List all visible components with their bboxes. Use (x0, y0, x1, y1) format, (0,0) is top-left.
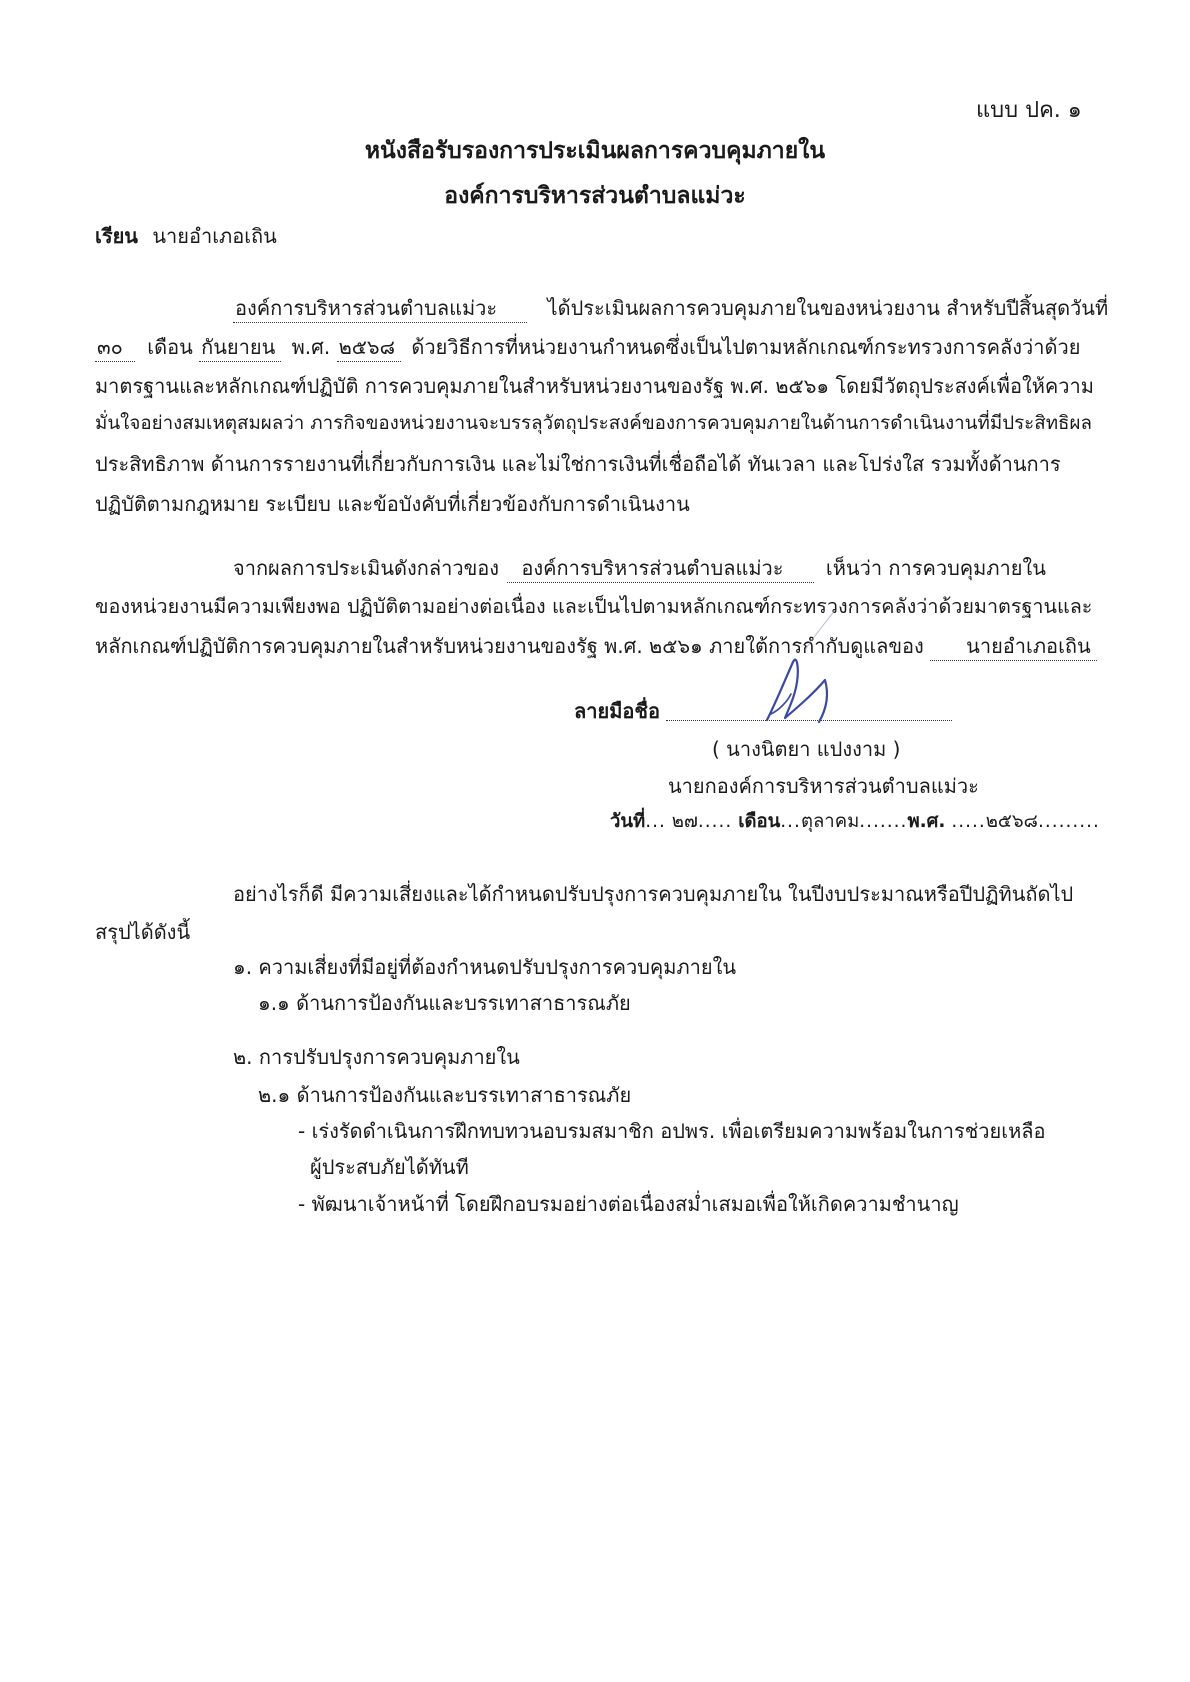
section1-heading: ๑. ความเสี่ยงที่มีอยู่ที่ต้องกำหนดปรับปรุงการควบคุมภายใน (233, 955, 737, 979)
para1-day-fill: ๓๐ (95, 335, 135, 362)
signature-month-label: เดือน (738, 811, 781, 832)
signature-date-line: วันที่... ๒๗..... เดือน...ตุลาคม.......พ.ศ. .....๒๕๖๘......... (610, 811, 1100, 832)
para1-month-label: เดือน (147, 335, 193, 359)
para2-org-fill: องค์การบริหารส่วนตำบลแม่วะ (507, 556, 813, 583)
document-title: หนังสือรับรองการประเมินผลการควบคุมภายใน (364, 138, 826, 164)
section2-bullet1-line2: ผู้ประสบภัยได้ทันที (310, 1155, 469, 1179)
salutation-label: เรียน (95, 224, 138, 248)
para3-line1: อย่างไรก็ดี มีความเสี่ยงและได้กำหนดปรับปรุงการควบคุมภายใน ในปีงบประมาณหรือปีปฏิทินถัดไป (233, 882, 1074, 906)
signature-month: ตุลาคม (800, 811, 860, 832)
signature-year-label: พ.ศ. (907, 811, 946, 832)
para1-org-fill: องค์การบริหารส่วนตำบลแม่วะ (233, 296, 527, 323)
signatory-name: ( นางนิตยา แปงงาม ) (712, 737, 901, 761)
section1-sub: ๑.๑ ด้านการป้องกันและบรรเทาสาธารณภัย (258, 991, 631, 1015)
form-code: แบบ ปค. ๑ (976, 98, 1082, 123)
para1-year-fill: ๒๕๖๘ (337, 335, 401, 362)
para1-line2 (95, 337, 1080, 357)
para2-line1 (233, 558, 1046, 578)
para1-line4: มั่นใจอย่างสมเหตุสมผลว่า ภารกิจของหน่วยงานจะบรรลุวัตถุประสงค์ของการควบคุมภายในด้านการดำเนินงานที่มีประสิทธิผล (95, 413, 1092, 434)
organization-title: องค์การบริหารส่วนตำบลแม่วะ (444, 183, 746, 209)
section2-heading: ๒. การปรับปรุงการควบคุมภายใน (233, 1045, 520, 1069)
para1-line6: ปฏิบัติตามกฎหมาย ระเบียบ และข้อบังคับที่เกี่ยวข้องกับการดำเนินงาน (95, 492, 690, 516)
signatory-position: นายกองค์การบริหารส่วนตำบลแม่วะ (668, 774, 979, 798)
para1-line2-text: ด้วยวิธีการที่หน่วยงานกำหนดซึ่งเป็นไปตามหลักเกณฑ์กระทรวงการคลังว่าด้วย (411, 335, 1081, 359)
para2-line2: ของหน่วยงานมีความเพียงพอ ปฏิบัติตามอย่างต่อเนื่อง และเป็นไปตามหลักเกณฑ์กระทรวงการคลังว่าด้วยมาตรฐานและ (95, 595, 1093, 618)
salutation-addressee: นายอำเภอเถิน (152, 224, 277, 248)
section2-bullet2: - พัฒนาเจ้าหน้าที่ โดยฝึกอบรมอย่างต่อเนื่องสม่ำเสมอเพื่อให้เกิดความชำนาญ (298, 1192, 959, 1216)
section2-bullet1-line1: - เร่งรัดดำเนินการฝึกทบทวนอบรมสมาชิก อปพร. เพื่อเตรียมความพร้อมในการช่วยเหลือ (298, 1119, 1046, 1143)
section2-sub: ๒.๑ ด้านการป้องกันและบรรเทาสาธารณภัย (258, 1083, 632, 1107)
signature-label: ลายมือชื่อ (574, 699, 660, 723)
para2-line3-text: หลักเกณฑ์ปฏิบัติการควบคุมภายในสำหรับหน่วยงานของรัฐ พ.ศ. ๒๕๖๑ ภายใต้การกำกับดูแลของ (95, 634, 924, 658)
para3-line2: สรุปได้ดังนี้ (95, 920, 191, 944)
para2-supervisor-fill: นายอำเภอเถิน (930, 634, 1097, 661)
para1-line1 (233, 296, 1109, 320)
para1-line5: ประสิทธิภาพ ด้านการรายงานที่เกี่ยวกับการเงิน และไม่ใช่การเงินที่เชื่อถือได้ ทันเวลา และโปร่งใส รวมทั้งด้านการ (95, 452, 1061, 476)
signature-day: ๒๗ (671, 811, 698, 832)
para2-line1-end: เห็นว่า การควบคุมภายใน (825, 556, 1046, 580)
para1-year-label: พ.ศ. (291, 335, 331, 359)
signature-date-label: วันที่ (610, 811, 646, 832)
signature-year: ๒๕๖๘ (985, 811, 1038, 832)
para2-lead: จากผลการประเมินดังกล่าวของ (233, 556, 500, 580)
salutation (95, 226, 277, 246)
para1-line1-text: ได้ประเมินผลการควบคุมภายในของหน่วยงาน สำหรับปีสิ้นสุดวันที่ (547, 296, 1109, 320)
para2-line3 (95, 636, 1097, 656)
para1-month-fill: กันยายน (199, 335, 281, 362)
para1-line3: มาตรฐานและหลักเกณฑ์ปฏิบัติ การควบคุมภายในสำหรับหน่วยงานของรัฐ พ.ศ. ๒๕๖๑ โดยมีวัตถุประสงค์เพื่อให้ความ (95, 374, 1094, 398)
